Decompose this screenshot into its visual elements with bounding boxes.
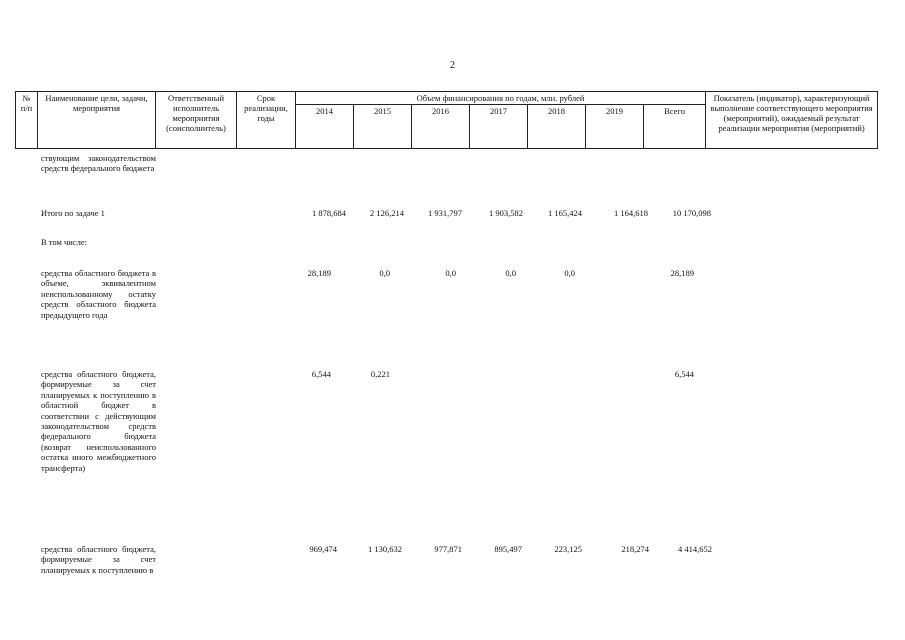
row-value: 218,274 <box>621 544 649 554</box>
row-value: 1 931,797 <box>428 208 462 218</box>
header-no: № п/п <box>16 92 38 149</box>
row-value: 6,544 <box>311 369 331 379</box>
row-value: 0,0 <box>379 268 390 278</box>
header-year: 2015 <box>354 105 412 149</box>
row-value: 895,497 <box>494 544 522 554</box>
header-year: 2018 <box>528 105 586 149</box>
row-value: 1 878,684 <box>312 208 346 218</box>
header-indicator: Показатель (индикатор), характеризующий выполнение соответствующего мероприятия (мероприятий), ожидаемый результат реализации мероприятия (мероприятий) <box>706 92 878 149</box>
header-responsible: Ответственный исполнитель мероприятия (соисполнитель) <box>156 92 237 149</box>
header-year-total: Всего <box>644 105 706 149</box>
row-value-total: 6,544 <box>674 369 694 379</box>
row-value: 0,0 <box>564 268 575 278</box>
row-value: 1 165,424 <box>548 208 582 218</box>
row-value: 223,125 <box>554 544 582 554</box>
row-value-total: 4 414,652 <box>678 544 712 554</box>
header-year: 2014 <box>296 105 354 149</box>
row-description: ствующим законодательством средств федерального бюджета <box>41 153 156 174</box>
row-value: 1 903,582 <box>489 208 523 218</box>
header-year: 2016 <box>412 105 470 149</box>
row-value-total: 10 170,098 <box>672 208 711 218</box>
row-description: средства областного бюджета, формируемые за счет планируемых к поступлению в <box>41 544 156 575</box>
row-value: 1 130,632 <box>368 544 402 554</box>
header-year: 2019 <box>586 105 644 149</box>
row-value: 2 126,214 <box>370 208 404 218</box>
row-value: 28,189 <box>307 268 331 278</box>
header-year: 2017 <box>470 105 528 149</box>
row-value: 0,0 <box>445 268 456 278</box>
row-value: 1 164,618 <box>614 208 648 218</box>
row-description: Итого по задаче 1 <box>41 208 105 218</box>
header-funding-title: Объем финансирования по годам, млн. рублей <box>296 92 706 105</box>
row-value: 977,871 <box>434 544 462 554</box>
row-description: средства областного бюджета, формируемые за счет планируемых к поступлению в областной бюджет в соответствии с действующим законодательством средств федерального бюджета (возврат неиспользованного остатка иного межбюджетного трансферта) <box>41 369 156 473</box>
row-value-total: 28,189 <box>670 268 694 278</box>
page-number: 2 <box>450 60 455 71</box>
row-value: 0,221 <box>370 369 390 379</box>
header-term: Срок реализации, годы <box>237 92 296 149</box>
row-description: средства областного бюджета в объеме, эквивалентном неиспользованному остатку средств областного бюджета предыдущего года <box>41 268 156 320</box>
row-value: 969,474 <box>309 544 337 554</box>
row-description: В том числе: <box>41 237 87 247</box>
header-name: Наименование цели, задачи, мероприятия <box>38 92 156 149</box>
row-value: 0,0 <box>505 268 516 278</box>
